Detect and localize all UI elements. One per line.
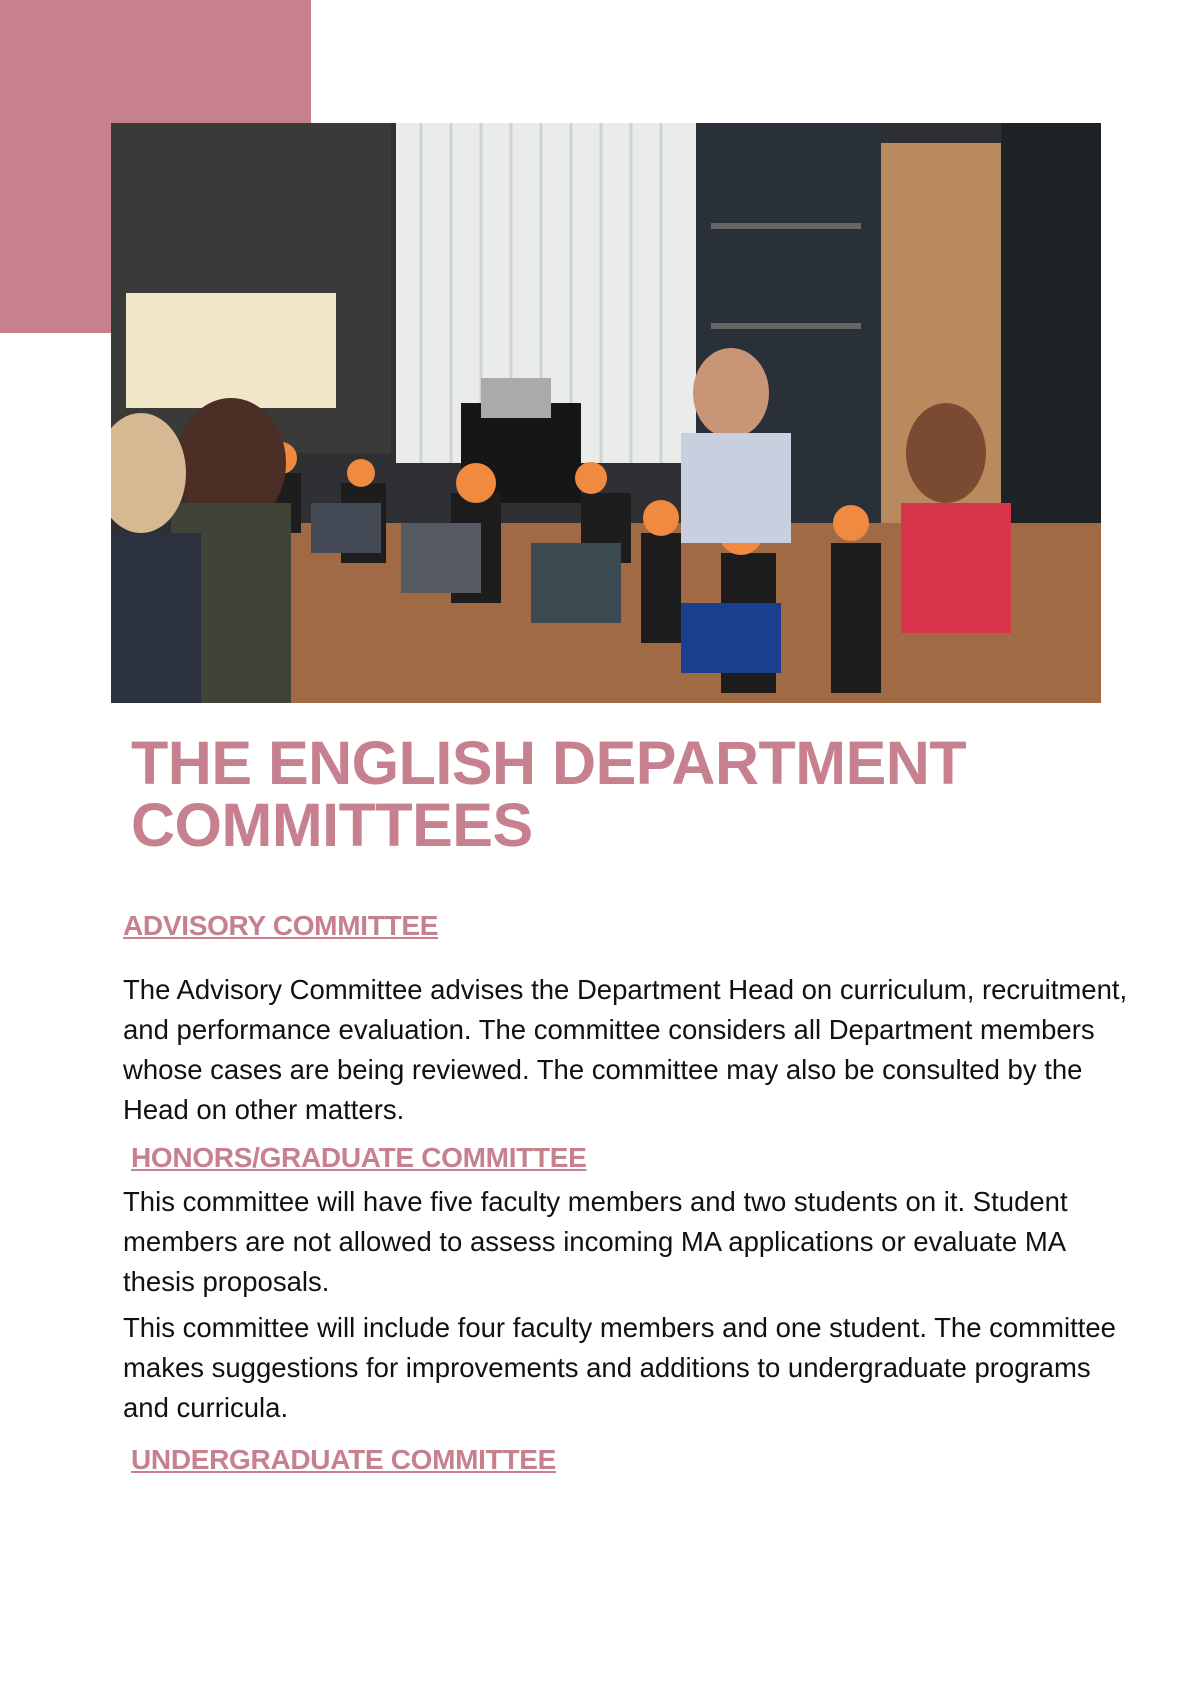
honors-committee-text: This committee will have five faculty members and two students on it. Student members are not allowed to assess incoming MA applications or evaluate MA thesis proposals. <box>123 1186 1068 1297</box>
advisory-committee-heading[interactable]: ADVISORY COMMITTEE <box>123 910 439 941</box>
page-title: THE ENGLISH DEPARTMENT COMMITTEES <box>131 729 967 859</box>
meeting-room-image <box>111 123 1101 703</box>
advisory-committee-text: The Advisory Committee advises the Department Head on curriculum, recruitment, and performance evaluation. The committee considers all Department members whose cases are being reviewed. The committee may also be consulted by the Head on other matters. <box>123 974 1128 1125</box>
committees-content <box>123 908 1143 1478</box>
undergraduate-committee-text: This committee will include four faculty members and one student. The committee makes suggestions for improvements and additions to undergraduate programs and curricula. <box>123 1312 1116 1423</box>
undergraduate-committee-heading[interactable]: UNDERGRADUATE COMMITTEE <box>131 1444 557 1475</box>
meeting-photo <box>111 123 1101 703</box>
honors-graduate-committee-heading[interactable]: HONORS/GRADUATE COMMITTEE <box>131 1142 587 1173</box>
